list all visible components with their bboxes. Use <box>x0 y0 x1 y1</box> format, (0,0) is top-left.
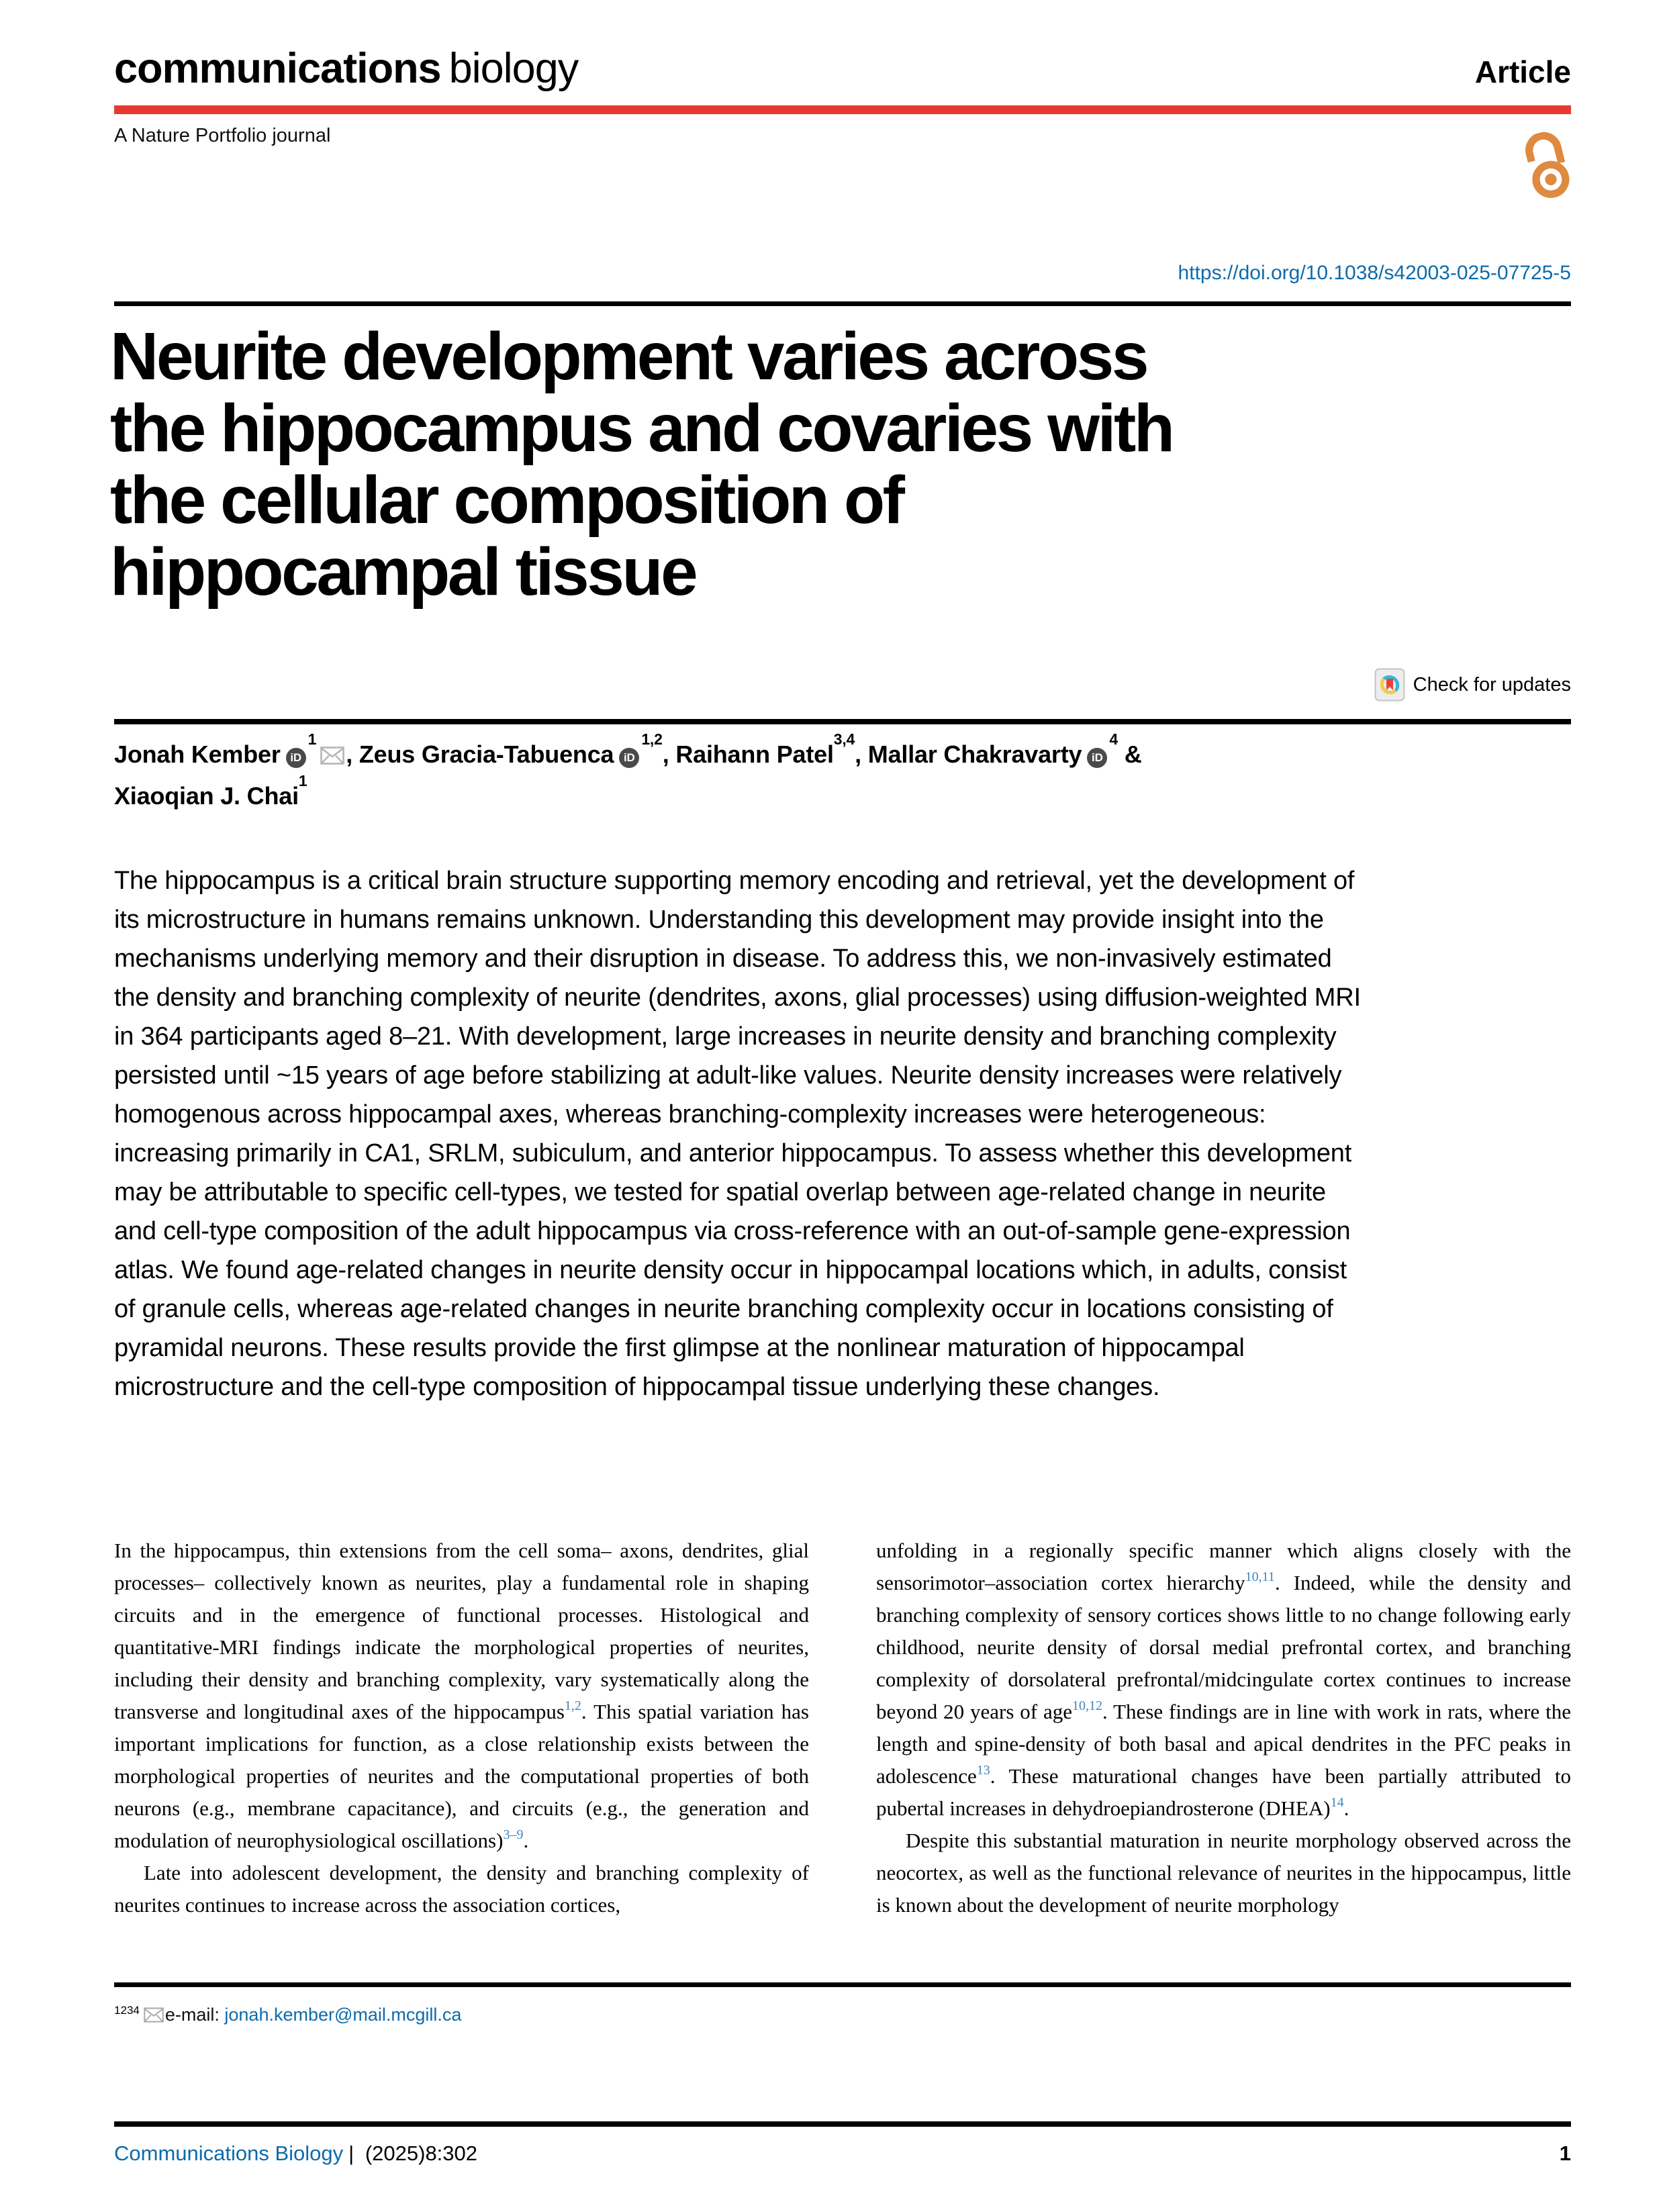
envelope-icon <box>144 2007 164 2023</box>
citation-ref: 1 <box>114 2004 121 2017</box>
email-link[interactable]: jonah.kember@mail.mcgill.ca <box>224 2005 462 2025</box>
citation-ref: 2 <box>120 2004 127 2017</box>
orcid-icon[interactable]: iD <box>286 748 306 768</box>
citation-ref[interactable]: 14 <box>1330 1794 1344 1810</box>
author-affiliation-sup: 1 <box>307 730 317 748</box>
orcid-icon[interactable]: iD <box>1087 748 1107 768</box>
footer-rule <box>114 2121 1571 2127</box>
citation-ref: 3 <box>126 2004 134 2017</box>
abstract-text: The hippocampus is a critical brain structure supporting memory encoding and retrieval, yet the development of its microstructure in humans remains unknown. Understanding this development may provide insight into the mechanisms underlying memory and their disruption in disease. To address this, we non-invasively estimated the density and branching complexity of neurite (dendrites, axons, glial processes) using diffusion-weighted MRI in 364 participants aged 8–21. With development, large increases in neurite density and branching complexity persisted until ~15 years of age before stabilizing at adult-like values. Neurite density increases were relatively homogenous across hippocampal axes, whereas branching-complexity increases were heterogeneous: increasing primarily in CA1, SRLM, subiculum, and anterior hippocampus. To assess whether this development may be attributable to specific cell-types, we tested for spatial overlap between age-related change in neurite and cell-type composition of the adult hippocampus via cross-reference with an out-of-sample gene-expression atlas. We found age-related changes in neurite density occur in hippocampal locations which, in adults, consist of granule cells, whereas age-related changes in neurite branching complexity occur in locations consisting of pyramidal neurons. These results provide the first glimpse at the nonlinear maturation of hippocampal microstructure and the cell-type composition of hippocampal tissue underlying these changes. <box>114 867 1361 1401</box>
citation-ref[interactable]: 10,11 <box>1245 1569 1275 1584</box>
journal-tagline: A Nature Portfolio journal <box>114 125 331 146</box>
author-affiliation-sup: 3,4 <box>833 730 855 748</box>
page-footer <box>114 2142 1571 2166</box>
page-title: Neurite development varies across the hippocampus and covaries with the cellular composition of hippocampal tissue <box>110 319 1173 610</box>
paragraph: unfolding in a regionally specific manner which aligns closely with the sensorimotor–association cortex hierarchy$^{10,11}$. Indeed, while the density and branching complexity of sensory cortices shows little to no change following early childhood, neurite density of dorsal medial prefrontal cortex, and branching complexity of dorsolateral prefrontal/midcingulate cortex continues to increase beyond 20 years of age$^{10,12}$. These findings are in line with work in rats, where the length and spine-density of both basal and apical dendrites in the PFC peaks in adolescence$^{13}$. These maturational changes have been partially attributed to pubertal increases in dehydroepiandrosterone (DHEA)$^{14}$. <box>876 1539 1571 1820</box>
email-label: e-mail: <box>164 2005 225 2025</box>
citation-ref: 4 <box>133 2004 140 2017</box>
orcid-icon[interactable]: iD <box>619 748 639 768</box>
envelope-icon[interactable] <box>320 747 344 765</box>
journal-logo-bold: communications <box>114 45 441 92</box>
check-for-updates-icon <box>1374 668 1405 702</box>
affiliation-text <box>114 2005 140 2025</box>
authors-top-rule <box>114 719 1571 724</box>
author-name: Mallar Chakravarty <box>867 740 1082 768</box>
footnote-rule <box>114 1982 1571 1987</box>
affiliations-footnote <box>114 2002 1571 2028</box>
author-affiliation-sup: 4 <box>1109 730 1118 748</box>
citation-ref[interactable]: 13 <box>976 1762 990 1778</box>
author-list: Jonah Kember $iD^1$, Zeus Gracia-Tabuenca iD$^{1,2}$, Raihann Patel$^{3,4}$, Mallar Chakravarty $iD^4$ & Xiaoqian J. Chai$^1$ <box>114 730 1142 810</box>
author-name: Jonah Kember <box>114 740 281 768</box>
footer-citation <box>114 2142 477 2166</box>
citation-ref[interactable]: 10,12 <box>1072 1698 1103 1713</box>
author-name: Xiaoqian J. Chai <box>114 782 299 810</box>
body-column-left <box>114 1535 809 1921</box>
paragraph: Despite this substantial maturation in neurite morphology observed across the neocortex, as well as the functional relevance of neurites in the hippocampus, little is known about the development of neurite morphology <box>876 1829 1571 1917</box>
author-name: Raihann Patel <box>675 740 834 768</box>
paragraph: Late into adolescent development, the density and branching complexity of neurites continues to increase across the association cortices, <box>114 1861 809 1917</box>
footer-separator: | <box>348 2142 354 2165</box>
citation-ref[interactable]: 3–9 <box>503 1827 524 1842</box>
author-affiliation-sup: 1 <box>298 772 307 789</box>
brand-rule <box>114 105 1571 114</box>
footer-citation-text: (2025)8:302 <box>359 2142 478 2165</box>
citation-ref[interactable]: 1,2 <box>564 1698 581 1713</box>
footer-journal-link[interactable]: Communications Biology <box>114 2142 344 2165</box>
page-number: 1 <box>1559 2142 1571 2165</box>
title-top-rule <box>114 301 1571 306</box>
open-access-icon <box>1519 128 1579 205</box>
body-columns <box>114 1535 1571 1921</box>
doi-line <box>1178 262 1571 285</box>
check-for-updates-label: Check for updates <box>1413 673 1571 695</box>
article-type-label: Article <box>1474 54 1571 89</box>
journal-logo-light: biology <box>448 45 579 92</box>
paragraph: In the hippocampus, thin extensions from the cell soma– axons, dendrites, glial processes– collectively known as neurites, play a fundamental role in shaping circuits and in the emergence of functional processes. Histological and quantitative-MRI findings indicate the morphological properties of neurites, including their density and branching complexity, vary systematically along the transverse and longitudinal axes of the hippocampus$^{1,2}$. This spatial variation has important implications for function, as a close relationship exists between the morphological properties of neurites and the computational properties of both neurons (e.g., membrane capacitance), and circuits (e.g., the generation and modulation of neurophysiological oscillations)$^{3-9}$. <box>114 1539 809 1852</box>
author-affiliation-sup: 1,2 <box>641 730 663 748</box>
author-name: Zeus Gracia-Tabuenca <box>359 740 614 768</box>
journal-header <box>114 44 1571 93</box>
check-for-updates-button[interactable] <box>1374 668 1571 702</box>
body-column-right <box>876 1535 1571 1921</box>
journal-logo <box>114 44 578 93</box>
doi-link[interactable]: https://doi.org/10.1038/s42003-025-07725-5 <box>1178 262 1571 284</box>
